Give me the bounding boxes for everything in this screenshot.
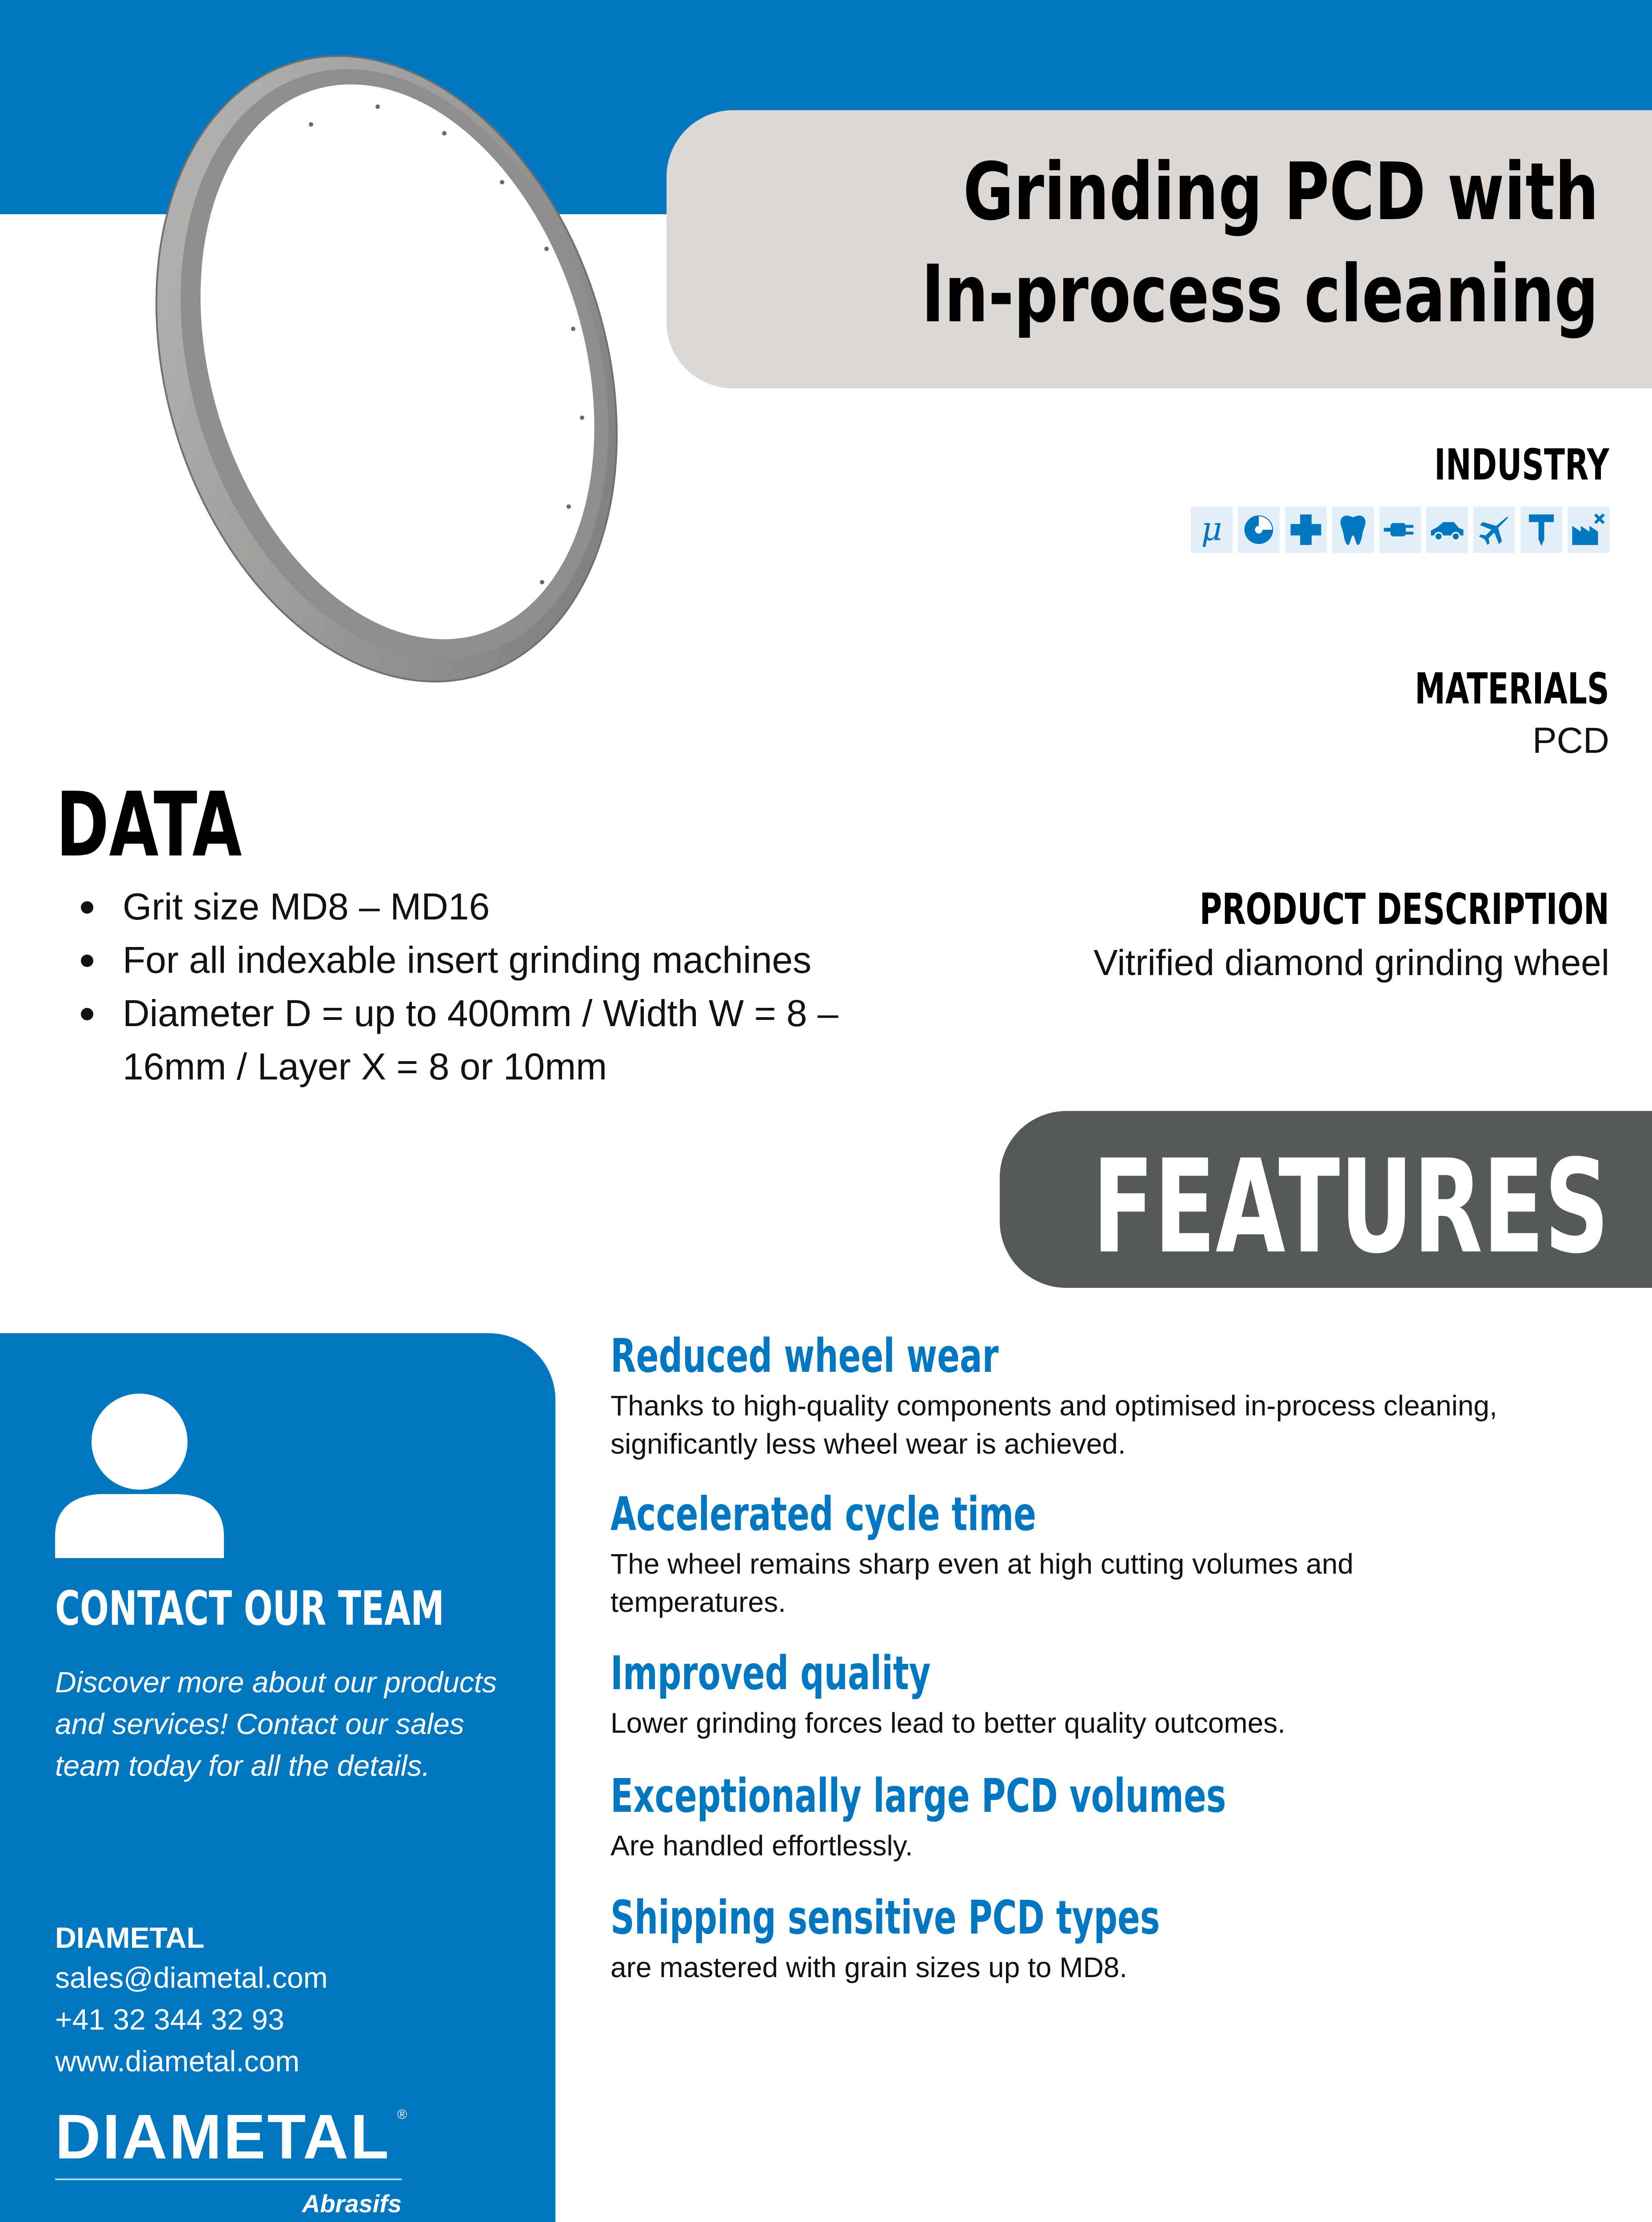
company-name: DIAMETAL — [55, 1921, 205, 1954]
feature-item — [611, 1769, 1632, 1865]
feature-text: Lower grinding forces lead to better quality outcomes. — [611, 1707, 1286, 1739]
features-heading: FEATURES — [1092, 1132, 1609, 1282]
data-list-item: Diameter D = up to 400mm / Width W = 8 – 16mm / Layer X = 8 or 10mm — [74, 987, 878, 1093]
svg-text:μ: μ — [1201, 511, 1222, 548]
feature-item — [611, 1487, 1632, 1621]
data-list-item: Grit size MD8 – MD16 — [74, 880, 922, 933]
industry-heading: INDUSTRY — [1434, 440, 1609, 490]
aerospace-plane-icon — [1473, 507, 1515, 553]
logo-divider — [55, 2178, 402, 2180]
product-description-value: Vitrified diamond grinding wheel — [1093, 943, 1609, 983]
contact-phone-link[interactable]: +41 32 344 32 93 — [55, 2003, 284, 2036]
title-panel — [666, 110, 1652, 388]
contact-text: Discover more about our products and services! Contact our sales team today for all the details. — [55, 1666, 497, 1782]
feature-title: Reduced wheel wear — [611, 1329, 999, 1383]
feature-title: Exceptionally large PCD volumes — [611, 1769, 1226, 1823]
automotive-car-icon — [1426, 507, 1468, 553]
logo-tagline: Abrasifs — [302, 2190, 402, 2218]
feature-title: Shipping sensitive PCD types — [611, 1890, 1160, 1945]
feature-text: Are handled effortlessly. — [611, 1830, 913, 1862]
electrical-plug-icon — [1379, 507, 1421, 553]
drill-tool-icon — [1520, 507, 1562, 553]
user-avatar-icon — [55, 1389, 224, 1558]
feature-item — [611, 1329, 1632, 1463]
data-list-item: For all indexable insert grinding machines — [74, 933, 922, 987]
data-list — [74, 880, 922, 1093]
feature-item — [611, 1890, 1632, 1986]
feature-title: Accelerated cycle time — [611, 1487, 1037, 1541]
micro-mechanics-icon — [1191, 507, 1233, 553]
materials-value: PCD — [1532, 720, 1609, 761]
features-banner — [1000, 1111, 1652, 1288]
diametal-logo — [55, 2102, 419, 2218]
contact-website-link[interactable]: www.diametal.com — [55, 2045, 300, 2078]
dental-tooth-icon — [1332, 507, 1374, 553]
data-heading: DATA — [56, 773, 242, 877]
registered-mark: ® — [397, 2107, 407, 2122]
feature-item — [611, 1646, 1632, 1742]
feature-text: are mastered with grain sizes up to MD8. — [611, 1951, 1128, 1983]
logo-wordmark: DIAMETAL — [55, 2102, 391, 2172]
feature-text: Thanks to high-quality components and optimised in-process cleaning, significantly less wheel wear is achieved. — [611, 1390, 1497, 1460]
title-line-1: Grinding PCD with — [963, 146, 1599, 238]
product-description-heading: PRODUCT DESCRIPTION — [1199, 884, 1609, 934]
materials-heading: MATERIALS — [1415, 664, 1609, 714]
contact-heading: CONTACT OUR TEAM — [55, 1581, 445, 1636]
title-line-2: In-process cleaning — [922, 248, 1599, 340]
industry-icons — [1191, 507, 1609, 553]
grinding-wheel-image — [102, 36, 671, 702]
saw-blade-icon — [1238, 507, 1280, 553]
feature-text: The wheel remains sharp even at high cutting volumes and temperatures. — [611, 1548, 1354, 1618]
factory-icon — [1568, 507, 1609, 553]
contact-panel — [0, 1333, 555, 2222]
feature-title: Improved quality — [611, 1646, 931, 1700]
contact-email-link[interactable]: sales@diametal.com — [55, 1961, 328, 1994]
medical-cross-icon — [1285, 507, 1327, 553]
